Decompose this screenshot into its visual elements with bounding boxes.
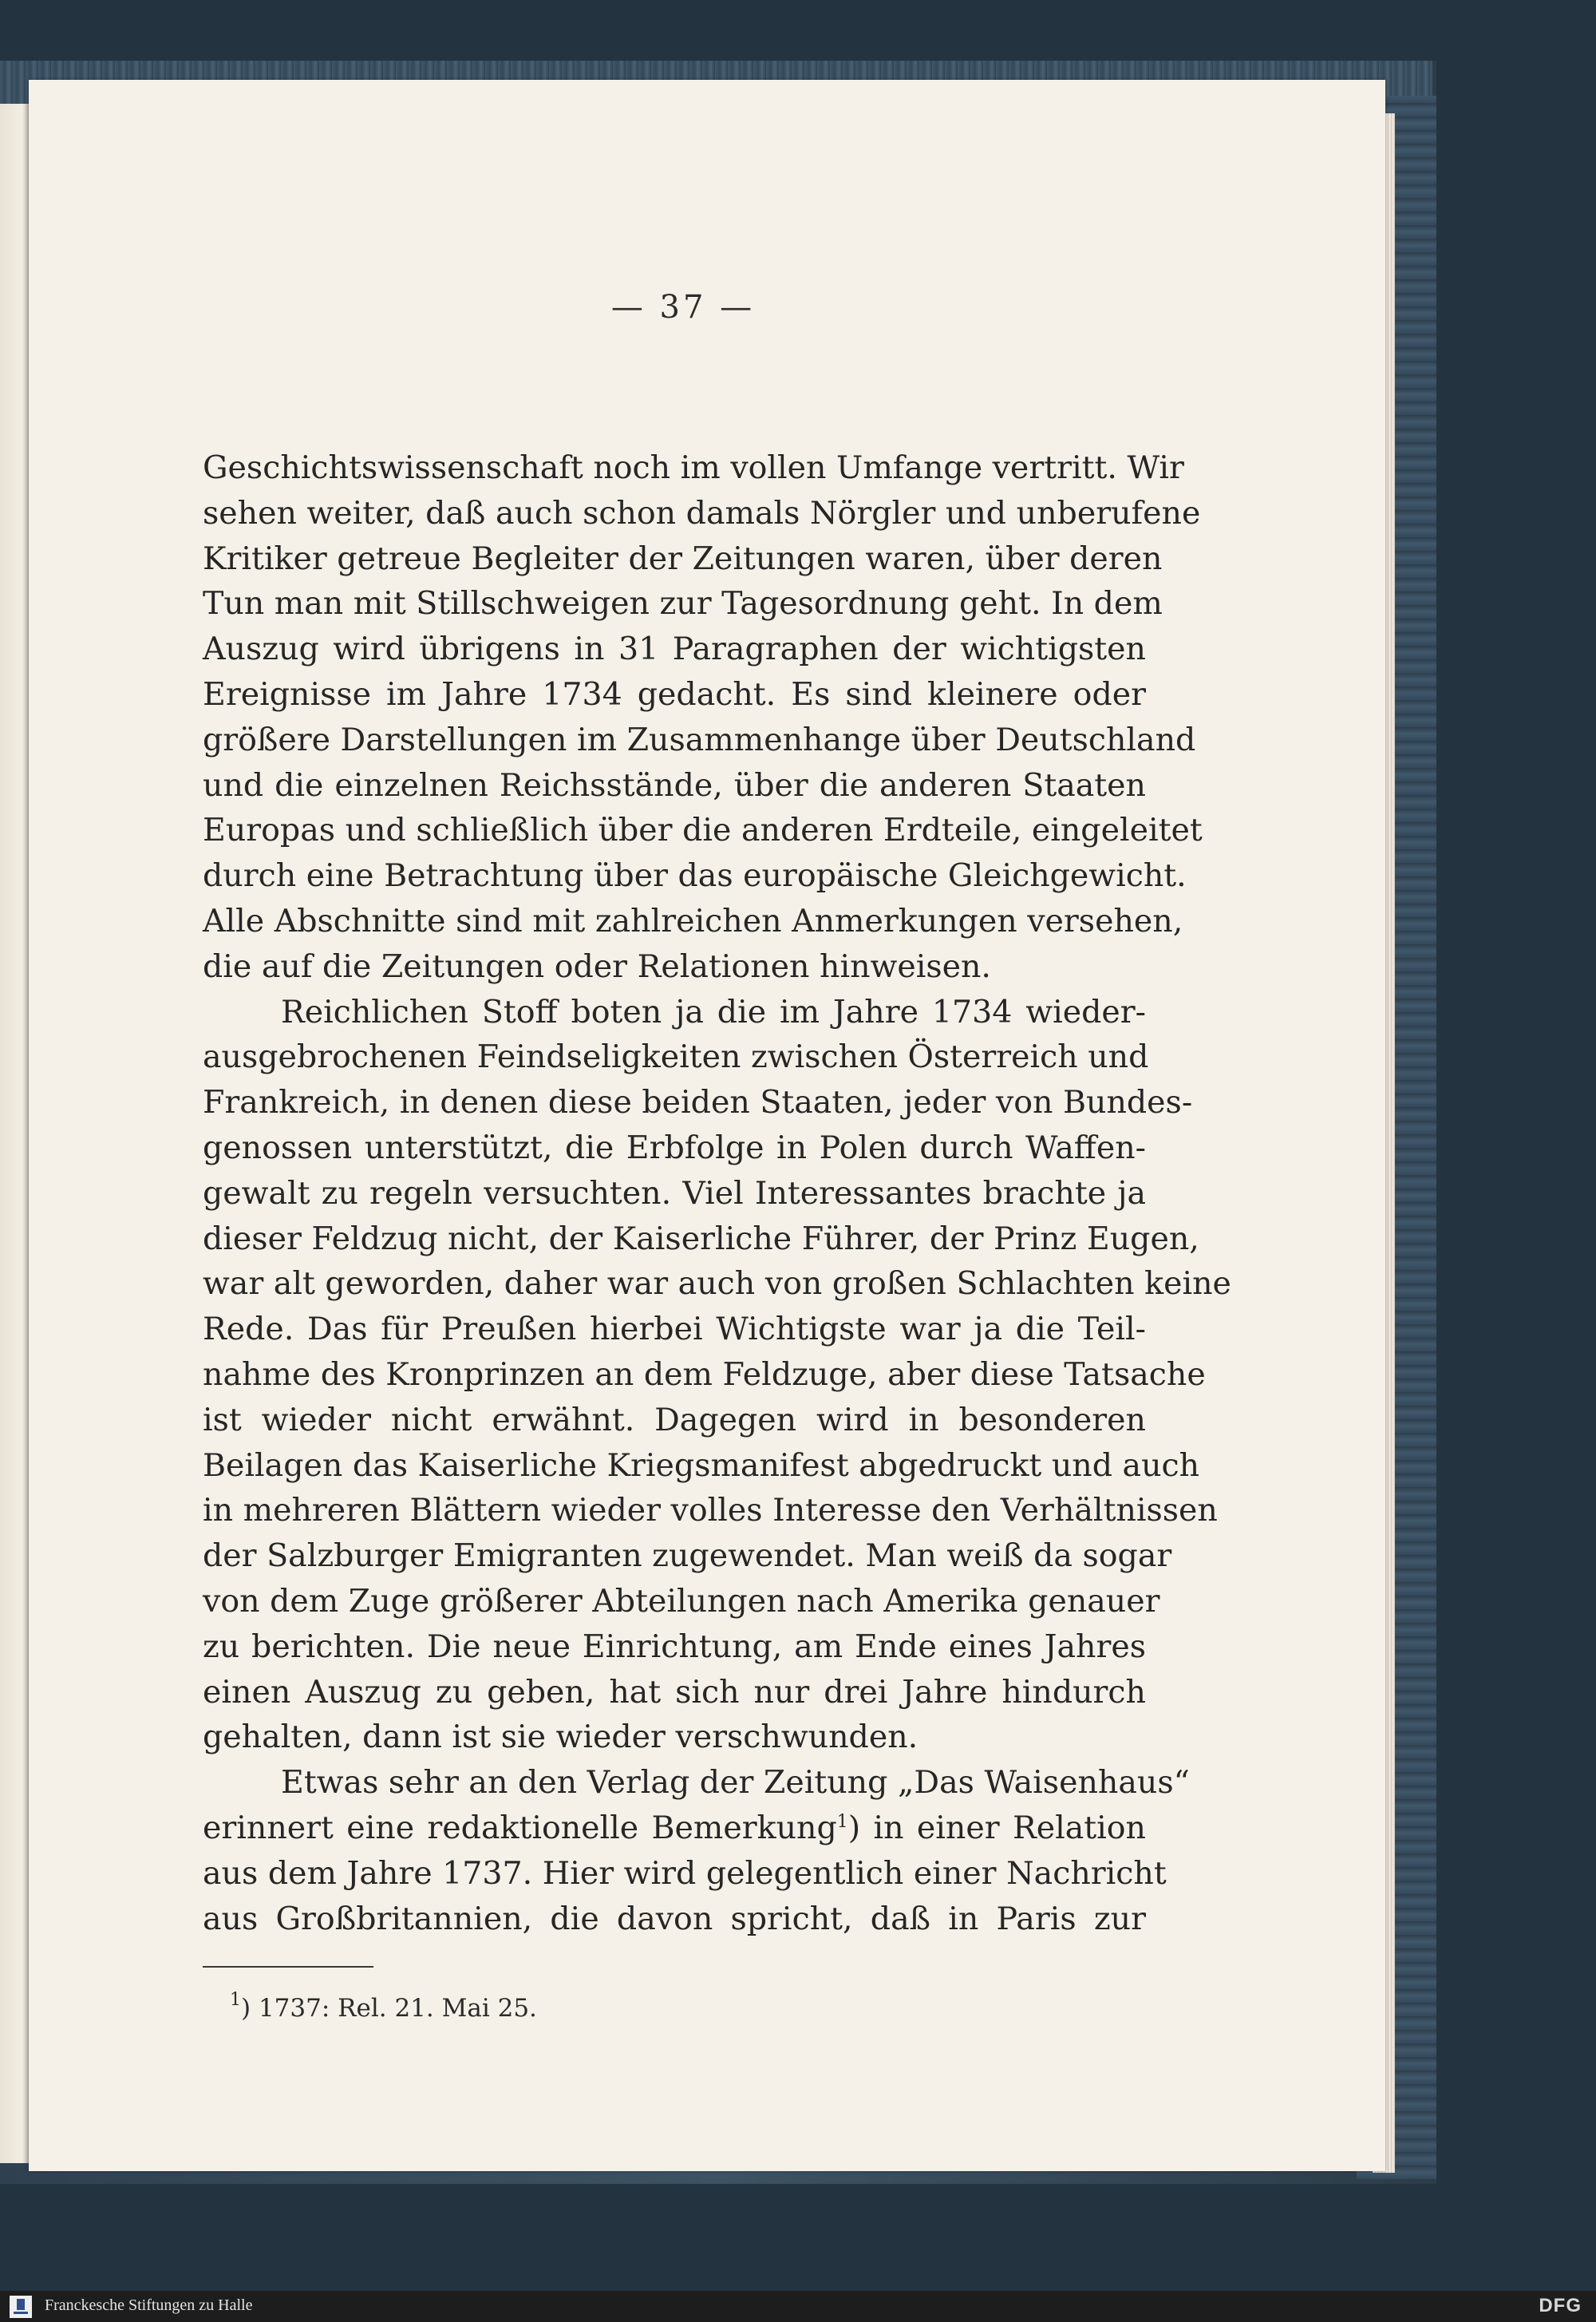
viewer-footer-bar [0, 2291, 1596, 2322]
text-line: gewalt zu regeln versuchten. Viel Interessantes brachte ja [203, 1174, 1146, 1212]
dfg-logo: DFG [1539, 2295, 1582, 2316]
text-line: zu berichten. Die neue Einrichtung, am Ende eines Jahres [203, 1628, 1146, 1665]
text-line: dieser Feldzug nicht, der Kaiserliche Führer, der Prinz Eugen, [203, 1220, 1199, 1257]
text-line: von dem Zuge größerer Abteilungen nach Amerika genauer [203, 1582, 1160, 1620]
text-line: die auf die Zeitungen oder Relationen hinweisen. [203, 947, 991, 985]
text-line: durch eine Betrachtung über das europäische Gleichgewicht. [203, 857, 1187, 895]
text-line: größere Darstellungen im Zusammenhange über Deutschland [203, 721, 1196, 758]
institution-name: Franckesche Stiftungen zu Halle [45, 2296, 253, 2314]
text-line: Frankreich, in denen diese beiden Staaten, jeder von Bundes- [203, 1084, 1193, 1121]
text-line: Tun man mit Stillschweigen zur Tagesordnung geht. In dem [203, 585, 1163, 623]
text-line: ausgebrochenen Feindseligkeiten zwischen Österreich und [203, 1038, 1149, 1076]
text-segment: ) in einer Relation [847, 1809, 1146, 1846]
text-line-with-footnote-ref [203, 1806, 1146, 1851]
footnote-mark: 1 [230, 1990, 241, 2010]
footnote-divider [203, 1966, 373, 1968]
text-segment: erinnert eine redaktionelle Bemerkung [203, 1809, 837, 1846]
page-number: — 37 — [610, 289, 756, 326]
text-line: Rede. Das für Preußen hierbei Wichtigste war ja die Teil- [203, 1311, 1146, 1348]
text-line: aus Großbritannien, die davon spricht, daß in Paris zur [203, 1900, 1146, 1937]
francke-foundation-logo-icon [10, 2296, 32, 2318]
text-line: Alle Abschnitte sind mit zahlreichen Anmerkungen versehen, [203, 902, 1183, 939]
text-line: gehalten, dann ist sie wieder verschwunden. [203, 1719, 918, 1756]
footnote [230, 1990, 537, 2023]
text-line: nahme des Kronprinzen an dem Feldzuge, aber diese Tatsache [203, 1355, 1206, 1393]
footnote-text: ) 1737: Rel. 21. Mai 25. [241, 1994, 537, 2023]
text-line: Europas und schließlich über die anderen Erdteile, eingeleitet [203, 812, 1203, 849]
text-line: ist wieder nicht erwähnt. Dagegen wird in besonderen [203, 1401, 1146, 1438]
footnote-reference: 1 [836, 1811, 848, 1832]
text-line: einen Auszug zu geben, hat sich nur drei Jahre hindurch [203, 1673, 1146, 1711]
text-line: Reichlichen Stoff boten ja die im Jahre 1734 wieder- [281, 993, 1146, 1030]
text-line: Ereignisse im Jahre 1734 gedacht. Es sind kleinere oder [203, 675, 1146, 713]
body-text [203, 445, 1231, 1941]
text-line: Geschichtswissenschaft noch im vollen Umfange vertritt. Wir [203, 449, 1184, 486]
book-page [29, 80, 1385, 2171]
text-line: genossen unterstützt, die Erbfolge in Polen durch Waffen- [203, 1129, 1146, 1166]
text-line: in mehreren Blättern wieder volles Interesse den Verhältnissen [203, 1492, 1218, 1529]
text-line: Kritiker getreue Begleiter der Zeitungen waren, über deren [203, 540, 1163, 577]
text-line: Auszug wird übrigens in 31 Paragraphen der wichtigsten [203, 631, 1146, 668]
text-line: sehen weiter, daß auch schon damals Nörgler und unberufene [203, 494, 1201, 532]
facing-page-edge [0, 104, 32, 2163]
text-line: Etwas sehr an den Verlag der Zeitung „Das Waisenhaus“ [281, 1764, 1190, 1802]
text-line: aus dem Jahre 1737. Hier wird gelegentlich einer Nachricht [203, 1854, 1167, 1892]
text-line: der Salzburger Emigranten zugewendet. Man weiß da sogar [203, 1537, 1172, 1575]
text-line: war alt geworden, daher war auch von großen Schlachten keine [203, 1265, 1231, 1303]
text-line: und die einzelnen Reichsstände, über die anderen Staaten [203, 766, 1146, 804]
text-line: Beilagen das Kaiserliche Kriegsmanifest abgedruckt und auch [203, 1446, 1200, 1484]
